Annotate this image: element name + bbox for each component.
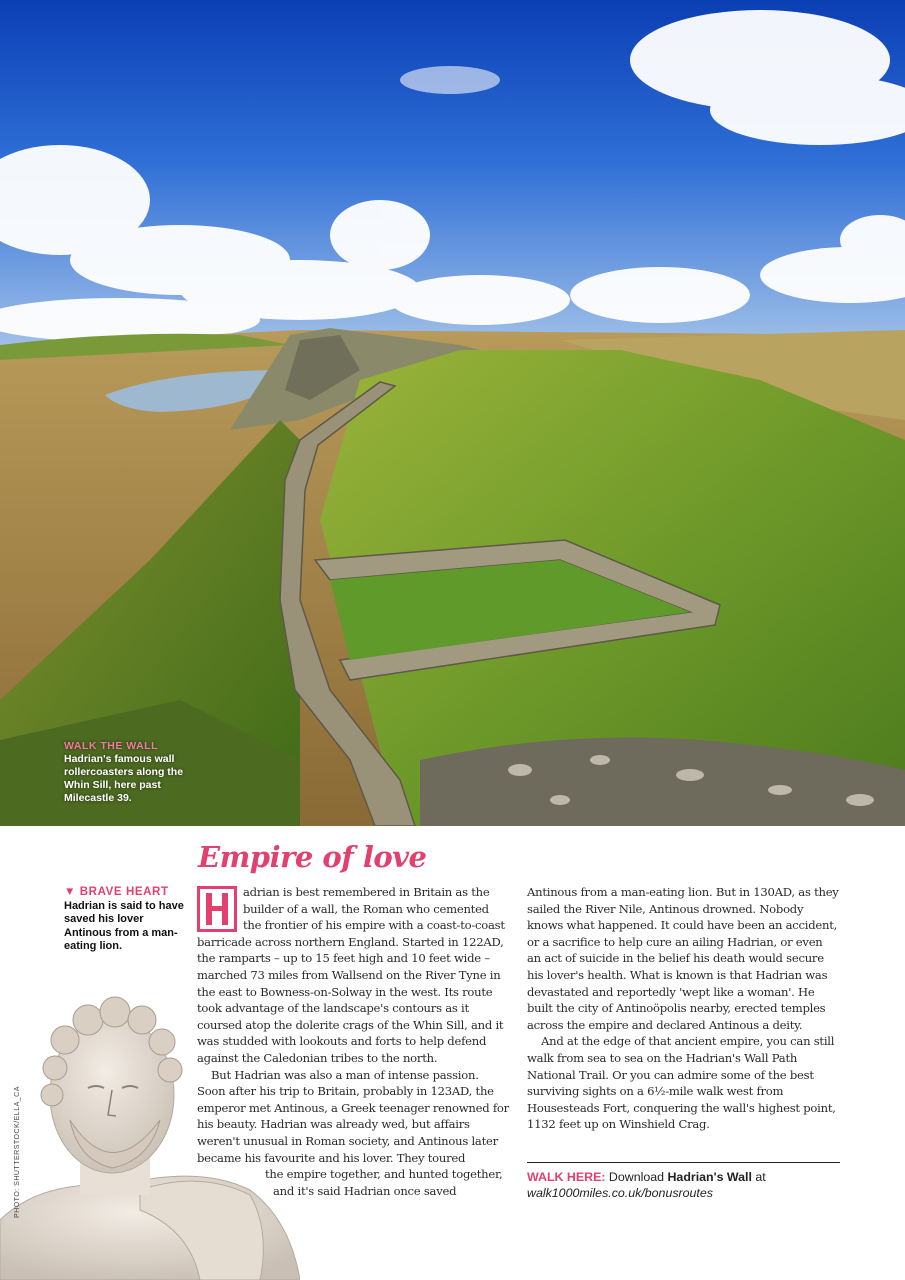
paragraph-2: But Hadrian was also a man of intense passion. Soon after his trip to Britain, probably in 123AD, the emperor met Antinous, a Greek teenager renowned for his beauty. Hadrian was already wed, but affairs weren't unusual in Roman society, and Antinous later became his favourite and his lover. They toured: [197, 1067, 509, 1165]
paragraph-1: [197, 884, 509, 1067]
paragraph-2-tail-2: and it's said Hadrian once saved: [273, 1183, 457, 1198]
paragraph-3: Antinous from a man-eating lion. But in 130AD, as they sailed the River Nile, Antinous drowned. Nobody knows what happened. It could have been an accident, or a sacrifice to help cure an ailing Hadrian, or even an act of suicide in the belief his death would secure his lover's health. What is known is that Hadrian was devastated and reportedly 'wept like a woman'. He built the city of Antinoöpolis nearby, erected temples across the empire and declared Antinous a deity.: [527, 885, 839, 1032]
paragraph-4: And at the edge of that ancient empire, you can still walk from sea to sea on the Hadrian's Wall Path National Trail. Or you can admire some of the best surviving sights on a 6½-mile walk west from Housesteads Fort, conquering the wall's highest point, 1132 feet up on Winshield Crag.: [527, 1034, 836, 1132]
walk-here-route-name: Hadrian's Wall: [667, 1170, 752, 1184]
sidebar-text: Hadrian is said to have saved his lover Antinous from a man-eating lion.: [64, 899, 184, 952]
paragraph-1-text: adrian is best remembered in Britain as the builder of a wall, the Roman who cemented the frontier of his empire with a coast-to-coast barricade across northern England. Started in 122AD, the ramparts – up to 15 feet high and 10 feet wide – marched 73 miles from Wallsend on the River Tyne in the east to Bowness-on-Solway in the west. Its route took advantage of the landscape's contours as it coursed atop the dolerite crags of the Whin Sill, and it was studded with lookouts and forts to help defend against the Caledonian tribes to the north.: [197, 885, 505, 1065]
paragraph-2-wrap: [197, 1166, 509, 1199]
article-column-1: [197, 884, 509, 1199]
photo-credit: PHOTO: SHUTTERSTOCK/ELLA_CA: [14, 1086, 21, 1218]
walk-here-label: WALK HERE:: [527, 1170, 606, 1184]
sidebar-heading: ▼ BRAVE HEART: [64, 886, 169, 898]
hero-caption-text: Hadrian's famous wall rollercoasters along the Whin Sill, here past Milecastle 39.: [64, 753, 184, 804]
walk-here-text-after: at: [751, 1170, 766, 1184]
article-headline: Empire of love: [198, 840, 427, 874]
walk-here-url-link[interactable]: walk1000miles.co.uk/bonusroutes: [527, 1186, 713, 1200]
hero-caption: [64, 740, 204, 805]
drop-cap: [197, 886, 237, 932]
walk-here-box: [527, 1162, 840, 1201]
hero-caption-heading: WALK THE WALL: [64, 740, 158, 752]
paragraph-2-tail-1: the empire together, and hunted together,: [265, 1167, 503, 1182]
walk-here-text-before: Download: [605, 1170, 668, 1184]
sidebar-note: [64, 886, 184, 954]
article-column-2: [527, 884, 839, 1133]
